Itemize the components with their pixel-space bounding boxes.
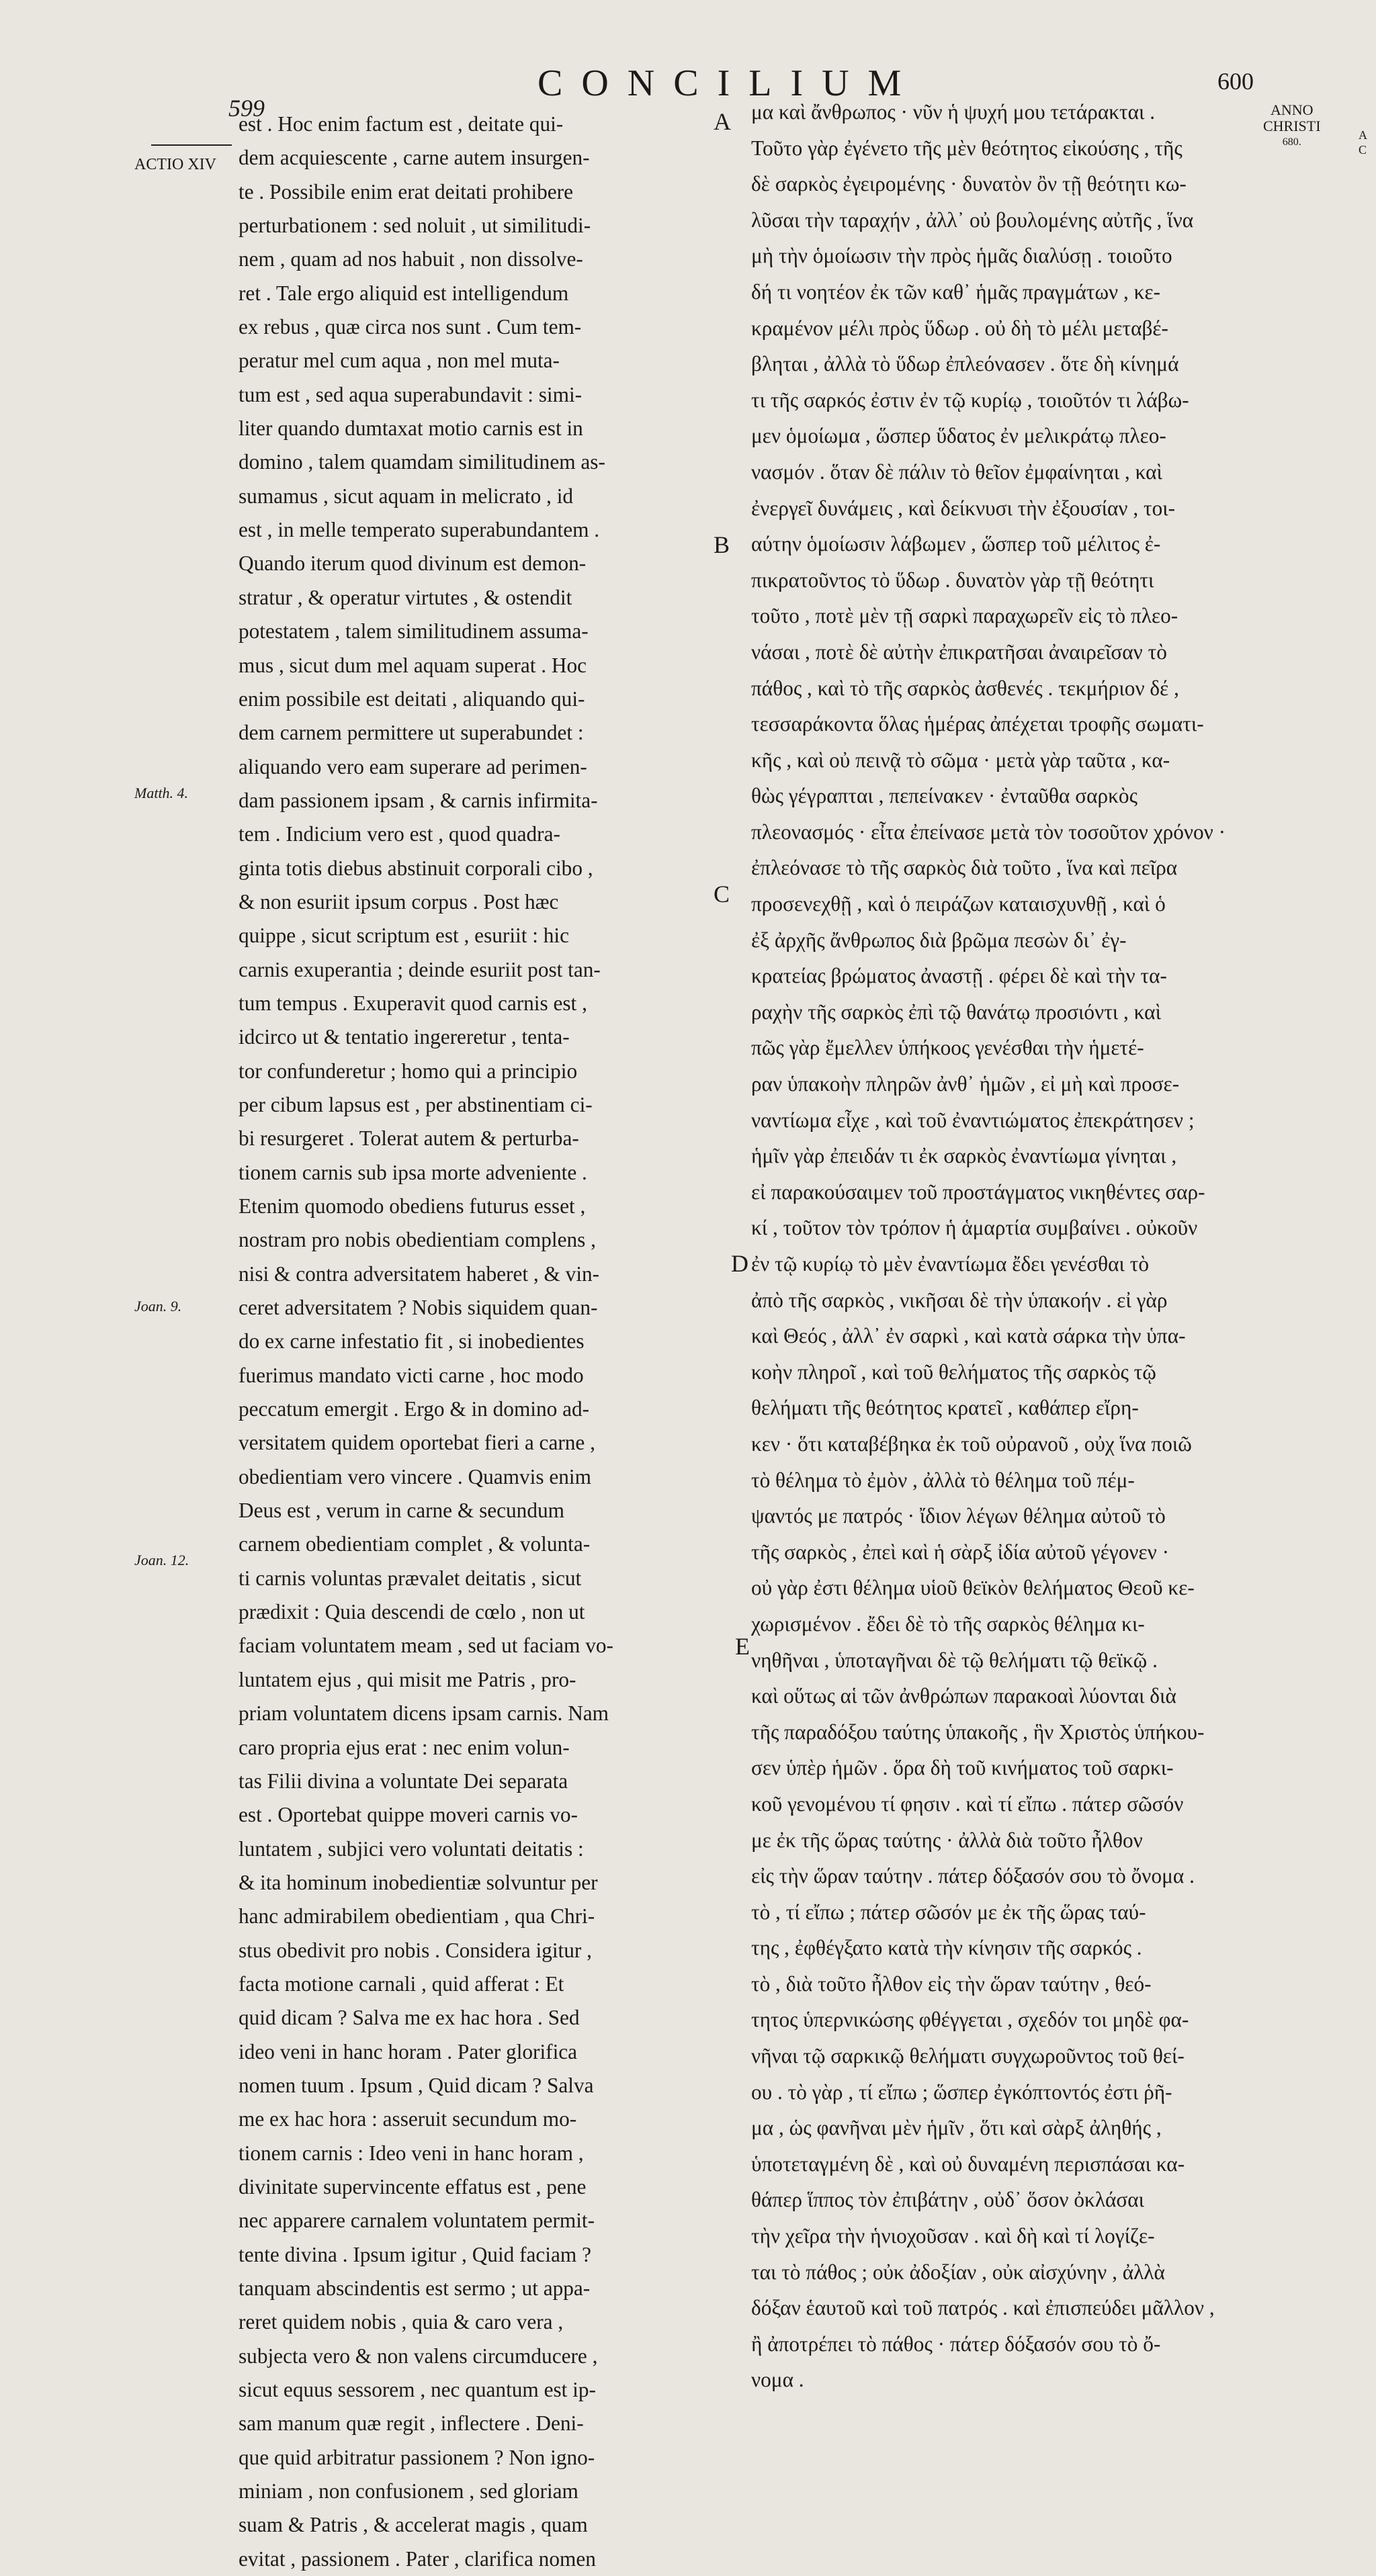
greek-text-line: κοὴν πληροῖ , καὶ τοῦ θελήματος τῆς σαρκὸς τῷ (751, 1360, 1156, 1384)
greek-text-line: νῆναι τῷ σαρκικῷ θελήματι συγχωροῦντος τοῦ θεί- (751, 2044, 1185, 2068)
latin-text-line: fuerimus mandato victi carne , hoc modo (239, 1363, 584, 1387)
greek-text-line: καὶ οὕτως αἱ τῶν ἀνθρώπων παρακοαὶ λύονται διὰ (751, 1684, 1176, 1708)
greek-text-line: μὴ τὴν ὁμοίωσιν τὴν πρὸς ἡμᾶς διαλύσῃ . τοιοῦτο (751, 244, 1172, 268)
latin-text-line: idcirco ut & tentatio ingereretur , tenta- (239, 1025, 570, 1049)
latin-text-line: reret quidem nobis , quia & caro vera , (239, 2310, 564, 2334)
greek-text-line: ψαντός με πατρός · ἴδιον λέγων θέλημα αὐτοῦ τὸ (751, 1504, 1166, 1528)
latin-text-line: quid dicam ? Salva me ex hac hora . Sed (239, 2006, 580, 2030)
latin-text-line: nostram pro nobis obedientiam complens , (239, 1228, 596, 1252)
greek-text-line: οὐ γὰρ ἐστι θέλημα υἱοῦ θεϊκὸν θελήματος Θεοῦ κε- (751, 1576, 1195, 1600)
latin-text-line: subjecta vero & non valens circumducere , (239, 2344, 598, 2368)
greek-text-line: εἰ παρακούσαιμεν τοῦ προστάγματος νικηθέντες σαρ- (751, 1180, 1205, 1204)
greek-text-line: ὑποτεταγμένη δὲ , καὶ οὐ δυναμένη περισπάσαι κα- (751, 2151, 1185, 2176)
greek-text-line: κραμένον μέλι πρὸς ὕδωρ . οὐ δὴ τὸ μέλι μεταβέ- (751, 316, 1168, 340)
greek-text-line: δή τι νοητέον ἐκ τῶν καθ᾿ ἡμᾶς πραγμάτων , κε- (751, 279, 1161, 304)
latin-text-line: est , in melle temperato superabundantem . (239, 518, 600, 542)
latin-text-line: dam passionem ipsam , & carnis infirmita- (239, 788, 598, 812)
latin-text-line: versitatem quidem oportebat fieri a carne , (239, 1431, 595, 1455)
latin-text-line: stus obedivit pro nobis . Considera igitur , (239, 1938, 592, 1962)
latin-text-line: te . Possibile enim erat deitati prohibere (239, 179, 573, 204)
greek-text-line: πλεονασμός · εἶτα ἐπείνασε μετὰ τὸν τοσοῦτον χρόνον · (751, 819, 1226, 844)
greek-text-line: πικρατοῦντος τὸ ὕδωρ . δυνατὸν γὰρ τῇ θεότητι (751, 568, 1154, 592)
latin-text-line: peratur mel cum aqua , non mel muta- (239, 349, 560, 373)
latin-text-line: ideo veni in hanc horam . Pater glorifica (239, 2039, 578, 2063)
edge-letter-a: A (1359, 128, 1367, 142)
latin-text-line: tum est , sed aqua superabundavit : simi- (239, 382, 583, 406)
margin-ref-joan-9: Joan. 9. (134, 1298, 182, 1315)
right-page-number: 600 (1217, 68, 1254, 95)
latin-text-line: dem carnem permittere ut superabundet : (239, 721, 584, 745)
side-note (1263, 102, 1321, 150)
latin-text-line: tente divina . Ipsum igitur , Quid faciam ? (239, 2242, 591, 2266)
side-note-anno: ANNO (1271, 101, 1314, 118)
latin-text-line: stratur , & operatur virtutes , & ostendit (239, 585, 572, 609)
latin-text-line: ti carnis voluntas prævalet deitatis , sicut (239, 1566, 582, 1590)
greek-text-line: τὸ , τί εἴπω ; πάτερ σῶσόν με ἐκ τῆς ὥρας ταύ- (751, 1900, 1146, 1924)
section-marker-e: E (735, 1633, 750, 1660)
section-marker-d: D (731, 1250, 748, 1277)
greek-text-line: νηθῆναι , ὑποταγῆναι δὲ τῷ θελήματι τῷ θεϊκῷ . (751, 1648, 1158, 1672)
latin-text-line: do ex carne infestatio fit , si inobedientes (239, 1329, 585, 1353)
greek-text-line: πάθος , καὶ τὸ τῆς σαρκὸς ἀσθενές . τεκμήριον δέ , (751, 676, 1179, 700)
greek-text-line: ἢ ἀποτρέπει τὸ πάθος · πάτερ δόξασόν σου τὸ ὄ- (751, 2331, 1161, 2356)
latin-text-line: Deus est , verum in carne & secundum (239, 1499, 564, 1523)
latin-text-line: nem , quam ad nos habuit , non dissolve- (239, 247, 583, 271)
greek-text-line: τὸ θέλημα τὸ ἐμὸν , ἀλλὰ τὸ θέλημα τοῦ πέμ- (751, 1468, 1135, 1492)
latin-text-line: sicut equus sessorem , nec quantum est ip- (239, 2378, 596, 2402)
greek-text-line: ἐν τῷ κυρίῳ τὸ μὲν ἐναντίωμα ἔδει γενέσθαι τὸ (751, 1252, 1149, 1276)
greek-text-line: τῆς παραδόξου ταύτης ὑπακοῆς , ἣν Χριστὸς ὑπήκου- (751, 1720, 1205, 1744)
greek-text-line: θελήματι τῆς θεότητος κρατεῖ , καθάπερ εἴρη- (751, 1396, 1139, 1420)
latin-text-line: ex rebus , quæ circa nos sunt . Cum tem- (239, 315, 582, 339)
greek-text-line: κῆς , καὶ οὐ πεινᾷ τὸ σῶμα · μετὰ γὰρ ταῦτα , κα- (751, 748, 1170, 772)
greek-text-line: θὼς γέγραπται , πεπείνακεν · ἐνταῦθα σαρκὸς (751, 784, 1137, 808)
greek-text-line: κεν · ὅτι καταβέβηκα ἐκ τοῦ οὐρανοῦ , οὐχ ἵνα ποιῶ (751, 1431, 1192, 1456)
latin-text-line: nisi & contra adversitatem haberet , & vin- (239, 1261, 600, 1286)
latin-text-line: sumamus , sicut aquam in melicrato , id (239, 484, 574, 508)
latin-text-line: & non esuriit ipsum corpus . Post hæc (239, 889, 559, 914)
greek-text-line: της , ἐφθέγξατο κατὰ τὴν κίνησιν τῆς σαρκός . (751, 1936, 1142, 1960)
greek-text-line: ἡμῖν γὰρ ἐπειδάν τι ἐκ σαρκὸς ἐναντίωμα γίνηται , (751, 1144, 1177, 1168)
latin-text-line: luntatem ejus , qui misit me Patris , pro- (239, 1667, 576, 1691)
latin-text-line: ginta totis diebus abstinuit corporali cibo , (239, 856, 593, 880)
latin-text-line: sam manum quæ regit , inflectere . Deni- (239, 2411, 584, 2436)
latin-text-line: ret . Tale ergo aliquid est intelligendum (239, 281, 569, 305)
greek-text-line: τοῦτο , ποτὲ μὲν τῇ σαρκὶ παραχωρεῖν εἰς τὸ πλεο- (751, 604, 1178, 628)
latin-text-line: carnis exuperantia ; deinde esuriit post tan- (239, 957, 601, 981)
latin-text-line: suam & Patris , & accelerat magis , quam (239, 2513, 588, 2537)
latin-text-line: mus , sicut dum mel aquam superat . Hoc (239, 653, 587, 677)
latin-text-line: dem acquiescente , carne autem insurgen- (239, 146, 590, 170)
greek-text-line: Τοῦτο γὰρ ἐγένετο τῆς μὲν θεότητος εἰκούσης , τῆς (751, 136, 1182, 160)
page-title: CONCILIUM (538, 62, 920, 104)
greek-text-line: δόξαν ἑαυτοῦ καὶ τοῦ πατρός . καὶ ἐπισπεύδει μᾶλλον , (751, 2296, 1215, 2320)
latin-text-line: est . Hoc enim factum est , deitate qui- (239, 112, 564, 136)
greek-text-line: νασμόν . ὅταν δὲ πάλιν τὸ θεῖον ἐμφαίνηται , καὶ (751, 459, 1162, 484)
greek-text-line: χωρισμένον . ἔδει δὲ τὸ τῆς σαρκὸς θέλημα κι- (751, 1611, 1145, 1636)
greek-text-line: με ἐκ τῆς ὥρας ταύτης · ἀλλὰ διὰ τοῦτο ἦλθον (751, 1828, 1143, 1852)
latin-text-line: luntatem , subjici vero voluntati deitatis : (239, 1836, 584, 1861)
latin-text-line: potestatem , talem similitudinem assuma- (239, 619, 589, 643)
greek-text-line: λῦσαι τὴν ταραχήν , ἀλλ᾿ οὐ βουλομένης αὐτῆς , ἵνα (751, 208, 1194, 232)
section-marker-c: C (714, 881, 730, 907)
margin-ref-matth: Matth. 4. (134, 785, 189, 801)
latin-text-line: tem . Indicium vero est , quod quadra- (239, 822, 560, 846)
greek-text-line: νάσαι , ποτὲ δὲ αὐτὴν ἐπικρατῆσαι ἀναιρεῖσαν τὸ (751, 639, 1167, 664)
left-page-number: 599 (228, 95, 265, 122)
latin-text-line: bi resurgeret . Tolerat autem & perturba- (239, 1126, 579, 1151)
latin-text-line: prædixit : Quia descendi de cœlo , non ut (239, 1600, 585, 1624)
latin-text-line: faciam voluntatem meam , sed ut faciam vo- (239, 1634, 613, 1658)
latin-text-line: aliquando vero eam superare ad perimen- (239, 754, 587, 779)
greek-text-line: τὴν χεῖρα τὴν ἡνιοχοῦσαν . καὶ δὴ καὶ τί λογίζε- (751, 2224, 1155, 2248)
greek-text-line: νομα . (751, 2368, 804, 2392)
greek-text-line: τεσσαράκοντα ὅλας ἡμέρας ἀπέχεται τροφῆς σωματι- (751, 712, 1204, 736)
latin-column (239, 107, 736, 2576)
section-marker-a: A (714, 108, 731, 135)
latin-text-line: Etenim quomodo obediens futurus esset , (239, 1194, 586, 1218)
latin-text-line: nomen tuum . Ipsum , Quid dicam ? Salva (239, 2073, 594, 2097)
greek-text-line: μα , ὡς φανῆναι μὲν ἡμῖν , ὅτι καὶ σὰρξ ἀληθής , (751, 2116, 1162, 2140)
greek-text-line: ναντίωμα εἶχε , καὶ τοῦ ἐναντιώματος ἐπεκράτησεν ; (751, 1108, 1195, 1132)
latin-text-line: domino , talem quamdam similitudinem as- (239, 450, 605, 474)
edge-letters (1359, 128, 1367, 157)
greek-text-line: τι τῆς σαρκός ἐστιν ἐν τῷ κυρίῳ , τοιοῦτόν τι λάβω- (751, 388, 1189, 412)
greek-text-line: ται τὸ πάθος ; οὐκ ἀδοξίαν , οὐκ αἰσχύνην , ἀλλὰ (751, 2260, 1165, 2284)
latin-text-line: tas Filii divina a voluntate Dei separata (239, 1769, 568, 1793)
greek-text-line: μεν ὁμοίωμα , ὥσπερ ὕδατος ἐν μελικράτῳ πλεο- (751, 424, 1166, 448)
greek-text-line: αύτην ὁμοίωσιν λάβωμεν , ὥσπερ τοῦ μέλιτος ἐ- (751, 532, 1161, 556)
greek-text-line: ου . τὸ γὰρ , τί εἴπω ; ὥσπερ ἐγκόπτοντός ἐστι ῥῆ- (751, 2080, 1172, 2104)
greek-text-line: μα καὶ ἄνθρωπος · νῦν ἡ ψυχή μου τετάρακται . (751, 100, 1156, 124)
latin-text-line: est . Oportebat quippe moveri carnis vo- (239, 1803, 578, 1827)
greek-text-line: κρατείας βρώματος ἀναστῇ . φέρει δὲ καὶ τὴν τα- (751, 964, 1167, 988)
greek-text-line: ραχὴν τῆς σαρκὸς ἐπὶ τῷ θανάτῳ προσιόντι , καὶ (751, 1000, 1161, 1024)
greek-text-line: κί , τοῦτον τὸν τρόπον ἡ ἁμαρτία συμβαίνει . οὐκοῦν (751, 1216, 1198, 1240)
latin-text-line: & ita hominum inobedientiæ solvuntur per (239, 1870, 598, 1894)
greek-text-line: κοῦ γενομένου τί φησιν . καὶ τί εἴπω . πάτερ σῶσόν (751, 1791, 1184, 1816)
latin-text-line: perturbationem : sed noluit , ut similitudi- (239, 214, 591, 238)
edge-letter-c: C (1359, 143, 1367, 157)
greek-text-line: ἀπὸ τῆς σαρκὸς , νικῆσαι δὲ τὴν ὑπακοήν . εἰ γὰρ (751, 1288, 1168, 1312)
greek-text-line: ἐξ ἀρχῆς ἄνθρωπος διὰ βρῶμα πεσὼν δι᾿ ἐγ- (751, 928, 1127, 952)
actio-label: ACTIO XIV (134, 156, 216, 173)
side-note-christi: CHRISTI (1263, 118, 1321, 134)
latin-text-line: Quando iterum quod divinum est demon- (239, 551, 587, 576)
latin-text-line: liter quando dumtaxat motio carnis est in (239, 416, 583, 441)
latin-text-line: evitat , passionem . Pater , clarifica nomen (239, 2546, 596, 2571)
greek-text-line: εἰς τὴν ὥραν ταύτην . πάτερ δόξασόν σου τὸ ὄνομα . (751, 1864, 1195, 1888)
margin-rule (151, 144, 232, 146)
greek-text-line: τῆς σαρκὸς , ἐπεὶ καὶ ἡ σὰρξ ἰδία αὐτοῦ γέγονεν · (751, 1540, 1170, 1564)
latin-text-line: ceret adversitatem ? Nobis siquidem quan- (239, 1296, 598, 1320)
latin-text-line: tionem carnis sub ipsa morte adveniente . (239, 1160, 587, 1184)
side-note-year: 680. (1282, 136, 1301, 148)
latin-text-line: tionem carnis : Ideo veni in hanc horam , (239, 2141, 584, 2165)
margin-ref-joan-12: Joan. 12. (134, 1552, 189, 1568)
greek-text-line: τητος ὑπερνικώσης φθέγγεται , σχεδόν τοι μηδὲ φα- (751, 2008, 1189, 2032)
latin-text-line: facta motione carnali , quid afferat : Et (239, 1971, 564, 1996)
latin-text-line: priam voluntatem dicens ipsam carnis. Nam (239, 1701, 609, 1726)
latin-text-line: me ex hac hora : asseruit secundum mo- (239, 2107, 577, 2131)
latin-text-line: tor confunderetur ; homo qui a principio (239, 1059, 578, 1083)
section-marker-b: B (714, 531, 730, 558)
greek-text-line: ἐνεργεῖ δυνάμεις , καὶ δείκνυσι τὴν ἐξουσίαν , τοι- (751, 496, 1176, 520)
latin-text-line: nec apparere carnalem voluntatem permit- (239, 2209, 595, 2233)
greek-text-line: δὲ σαρκὸς ἐγειρομένης · δυνατὸν ὂν τῇ θεότητι κω- (751, 172, 1187, 196)
latin-text-line: enim possibile est deitati , aliquando qui- (239, 686, 585, 711)
latin-text-line: per cibum lapsus est , per abstinentiam ci- (239, 1092, 593, 1116)
latin-text-line: tum tempus . Exuperavit quod carnis est , (239, 991, 587, 1015)
greek-text-line: θάπερ ἵππος τὸν ἐπιβάτην , οὐδ᾿ ὅσον ὀκλάσαι (751, 2188, 1145, 2212)
latin-text-line: hanc admirabilem obedientiam , qua Chri- (239, 1904, 595, 1928)
latin-text-line: divinitate supervincente effatus est , pene (239, 2174, 587, 2199)
greek-column (751, 94, 1270, 2398)
latin-text-line: quippe , sicut scriptum est , esuriit : hic (239, 924, 569, 948)
greek-text-line: ἐπλεόνασε τὸ τῆς σαρκὸς διὰ τοῦτο , ἵνα καὶ πεῖρα (751, 856, 1178, 880)
greek-text-line: βληται , ἀλλὰ τὸ ὕδωρ ἐπλεόνασεν . ὅτε δὴ κίνημά (751, 352, 1179, 376)
latin-text-line: miniam , non confusionem , sed gloriam (239, 2479, 578, 2503)
latin-text-line: tanquam abscindentis est sermo ; ut appa- (239, 2276, 591, 2300)
latin-text-line: obedientiam vero vincere . Quamvis enim (239, 1464, 591, 1489)
greek-text-line: σεν ὑπὲρ ἡμῶν . ὅρα δὴ τοῦ κινήματος τοῦ σαρκι- (751, 1756, 1174, 1780)
greek-text-line: πῶς γὰρ ἔμελλεν ὑπήκοος γενέσθαι τὴν ἡμετέ- (751, 1036, 1144, 1060)
greek-text-line: προσενεχθῇ , καὶ ὁ πειράζων καταισχυνθῇ , καὶ ὁ (751, 892, 1166, 916)
latin-text-line: carnem obedientiam complet , & volunta- (239, 1532, 591, 1556)
greek-text-line: ραν ὑπακοὴν πληρῶν ἀνθ᾿ ἡμῶν , εἰ μὴ καὶ προσε- (751, 1072, 1180, 1096)
greek-text-line: καὶ Θεός , ἀλλ᾿ ἐν σαρκὶ , καὶ κατὰ σάρκα τὴν ὑπα- (751, 1324, 1186, 1348)
greek-text-line: τὸ , διὰ τοῦτο ἦλθον εἰς τὴν ὥραν ταύτην , θεό- (751, 1971, 1152, 1996)
latin-text-line: peccatum emergit . Ergo & in domino ad- (239, 1397, 590, 1421)
latin-text-line: que quid arbitratur passionem ? Non igno- (239, 2445, 595, 2469)
latin-text-line: caro propria ejus erat : nec enim volun- (239, 1735, 570, 1759)
